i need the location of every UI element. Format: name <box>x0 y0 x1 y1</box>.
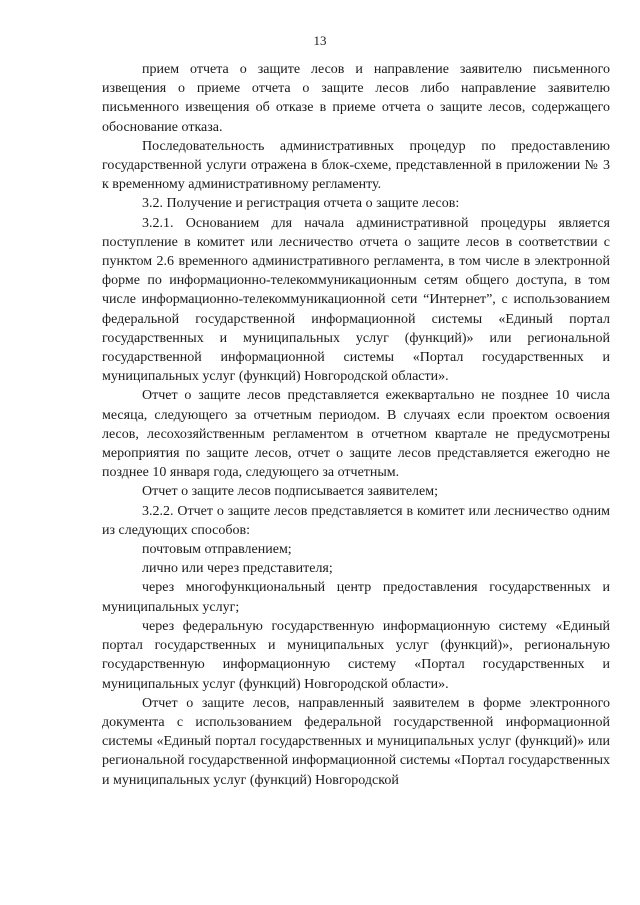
paragraph-3-2-2: 3.2.2. Отчет о защите лесов представляется в комитет или лесничество одним из следующих способов: <box>102 503 610 538</box>
list-item-mfc: через многофункциональный центр предоставления государственных и муниципальных услуг; <box>102 580 610 615</box>
list-item-personal: лично или через представителя; <box>142 561 333 577</box>
document-body <box>102 60 610 790</box>
paragraph-electronic: Отчет о защите лесов, направленный заявителем в форме электронного документа с использованием федеральной государственной информационной системы «Единый портал государственных и муниципальных услуг (функций)» или региональной государственной информационной системы «Портал государственных и муниципальных услуг (функций) Новгородской <box>102 695 610 788</box>
paragraph-deadline: Отчет о защите лесов представляется ежеквартально не позднее 10 числа месяца, следующего за отчетным периодом. В случаях если проектом освоения лесов, лесохозяйственным регламентом в отчетном квартале не предусмотрены мероприятия по защите лесов, отчет о защите лесов представляется ежегодно не позднее 10 января года, следующего за отчетным. <box>102 388 610 481</box>
paragraph-continuation: прием отчета о защите лесов и направление заявителю письменного извещения о приеме отчета о защите лесов либо направление заявителю письменного извещения об отказе в приеме отчета о защите лесов, содержащего обоснование отказа. <box>102 62 610 135</box>
paragraph-3-2-1: 3.2.1. Основанием для начала административной процедуры является поступление в комитет или лесничество отчета о защите лесов в соответствии с пунктом 2.6 временного административного регламента, в том числе в электронной форме по информационно-телекоммуникационным сетям общего доступа, в том числе информационно-телекоммуникационной сети “Интернет”, с использованием федеральной государственной информационной системы «Единый портал государственных и муниципальных услуг (функций)» или региональной государственной информационной системы «Портал государственных и муниципальных услуг (функций) Новгородской области». <box>102 215 610 385</box>
paragraph-sequence: Последовательность административных процедур по предоставлению государственной услуги отражена в блок-схеме, представленной в приложении № 3 к временному административному регламенту. <box>102 138 610 193</box>
list-item-post: почтовым отправлением; <box>142 542 292 558</box>
page-number: 13 <box>313 33 327 48</box>
list-item-portal: через федеральную государственную информационную систему «Единый портал государственных и муниципальных услуг (функций)», региональную государственную информационную систему «Портал государственных и муниципальных услуг (функций) Новгородской области». <box>102 618 610 692</box>
section-heading-3-2: 3.2. Получение и регистрация отчета о защите лесов: <box>142 196 460 212</box>
paragraph-signature: Отчет о защите лесов подписывается заявителем; <box>142 484 439 500</box>
